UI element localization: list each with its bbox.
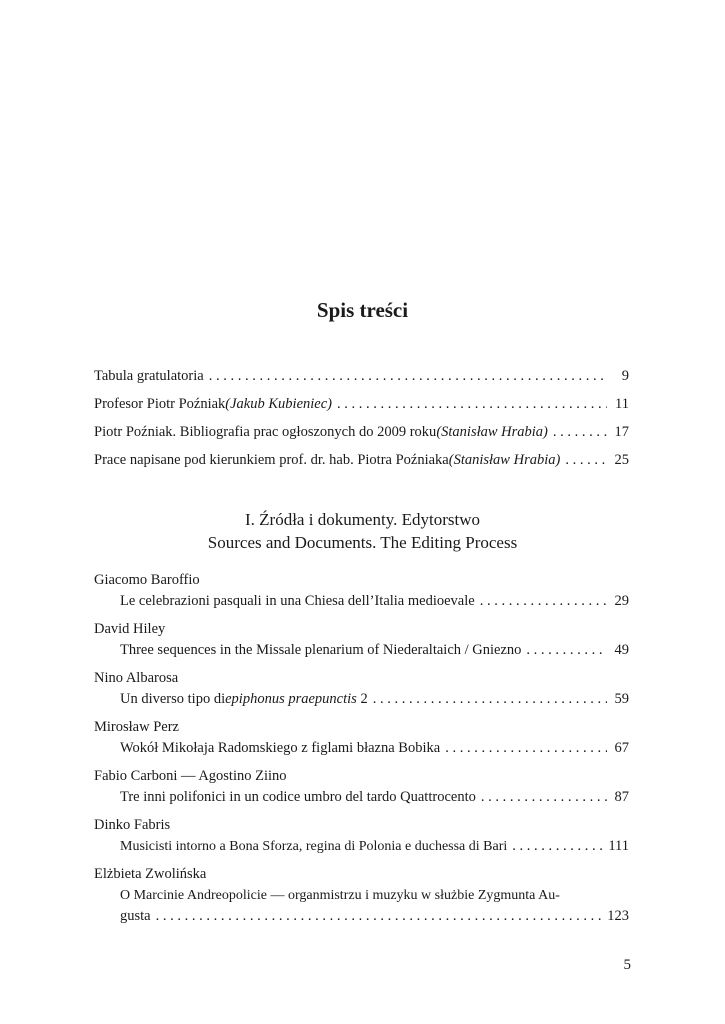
article-title-row xyxy=(94,689,629,710)
toc-entry-editor: (Stanisław Hrabia) xyxy=(448,452,561,468)
toc-entry xyxy=(94,422,629,450)
article-title-suffix: 2 xyxy=(356,691,368,707)
toc-entry-page: 11 xyxy=(615,396,629,412)
article-page: 29 xyxy=(614,593,629,609)
leader-dots xyxy=(156,906,604,927)
article-title-row xyxy=(94,906,629,927)
toc-entry-page: 25 xyxy=(614,452,629,468)
leader-dots xyxy=(480,591,607,612)
article-entry xyxy=(94,570,629,612)
leader-dots xyxy=(373,689,607,710)
section-heading xyxy=(0,508,725,554)
article-author: Dinko Fabris xyxy=(94,817,171,833)
page-number: 5 xyxy=(623,957,631,973)
articles-list xyxy=(94,570,629,927)
article-title: Three sequences in the Missale plenarium of Niederaltaich / Gniezno xyxy=(120,642,522,658)
leader-dots xyxy=(553,422,607,443)
article-entry xyxy=(94,668,629,710)
article-title: Musicisti intorno a Bona Sforza, regina di Polonia e duchessa di Bari xyxy=(120,839,508,854)
section-heading-english: Sources and Documents. The Editing Process xyxy=(207,533,518,552)
article-title: Le celebrazioni pasquali in una Chiesa dell’Italia medioevale xyxy=(120,593,475,609)
toc-entry-editor: (Stanisław Hrabia) xyxy=(436,424,548,440)
leader-dots xyxy=(526,640,607,661)
toc-entry-title: Profesor Piotr Poźniak xyxy=(94,396,226,412)
article-page: 87 xyxy=(614,789,629,805)
toc-entry-title: Prace napisane pod kierunkiem prof. dr. hab. Piotra Poźniaka xyxy=(94,452,449,468)
article-entry xyxy=(94,766,629,808)
article-page: 67 xyxy=(614,740,629,756)
article-author: Elżbieta Zwolińska xyxy=(94,866,207,882)
article-title-italic: epiphonus praepunctis xyxy=(225,691,357,707)
toc-entry-title: Tabula gratulatoria xyxy=(94,368,204,384)
article-author: Fabio Carboni — Agostino Ziino xyxy=(94,768,287,784)
article-title: Un diverso tipo di xyxy=(120,691,226,707)
toc-entry-title: Piotr Poźniak. Bibliografia prac ogłoszonych do 2009 roku xyxy=(94,424,437,440)
section-heading-polish: I. Źródła i dokumenty. Edytorstwo xyxy=(245,510,480,529)
article-title-row xyxy=(94,738,629,759)
article-entry xyxy=(94,717,629,759)
article-title-continued: gusta xyxy=(120,908,151,924)
toc-entry-page: 9 xyxy=(621,368,629,384)
article-entry xyxy=(94,864,629,927)
article-author: Nino Albarosa xyxy=(94,670,179,686)
article-page: 111 xyxy=(608,838,629,854)
article-title-row xyxy=(94,787,629,808)
article-author: David Hiley xyxy=(94,621,166,637)
toc-entry-editor: (Jakub Kubieniec) xyxy=(225,396,332,412)
leader-dots xyxy=(481,787,607,808)
toc-entry xyxy=(94,394,629,422)
article-title: Tre inni polifonici in un codice umbro del tardo Quattrocento xyxy=(120,789,476,805)
article-title-row xyxy=(94,591,629,612)
toc-entry xyxy=(94,366,629,394)
leader-dots xyxy=(445,738,607,759)
article-title: Wokół Mikołaja Radomskiego z figlami błazna Bobika xyxy=(120,740,441,756)
toc-entry-page: 17 xyxy=(614,424,629,440)
article-entry xyxy=(94,815,629,857)
page-title: Spis treści xyxy=(316,298,409,322)
article-page: 49 xyxy=(614,642,629,658)
leader-dots xyxy=(565,450,607,471)
article-page: 123 xyxy=(607,908,629,924)
front-matter-list xyxy=(94,366,629,478)
leader-dots xyxy=(209,366,607,387)
article-entry xyxy=(94,619,629,661)
leader-dots xyxy=(337,394,607,415)
leader-dots xyxy=(512,836,604,857)
article-title-row xyxy=(94,640,629,661)
article-author: Mirosław Perz xyxy=(94,719,179,735)
toc-entry xyxy=(94,450,629,478)
article-author: Giacomo Baroffio xyxy=(94,572,200,588)
article-title-row xyxy=(94,836,629,857)
article-title-line: O Marcinie Andreopolicie — organmistrzu i muzyku w służbie Zygmunta Au- xyxy=(120,888,560,903)
article-page: 59 xyxy=(614,691,629,707)
